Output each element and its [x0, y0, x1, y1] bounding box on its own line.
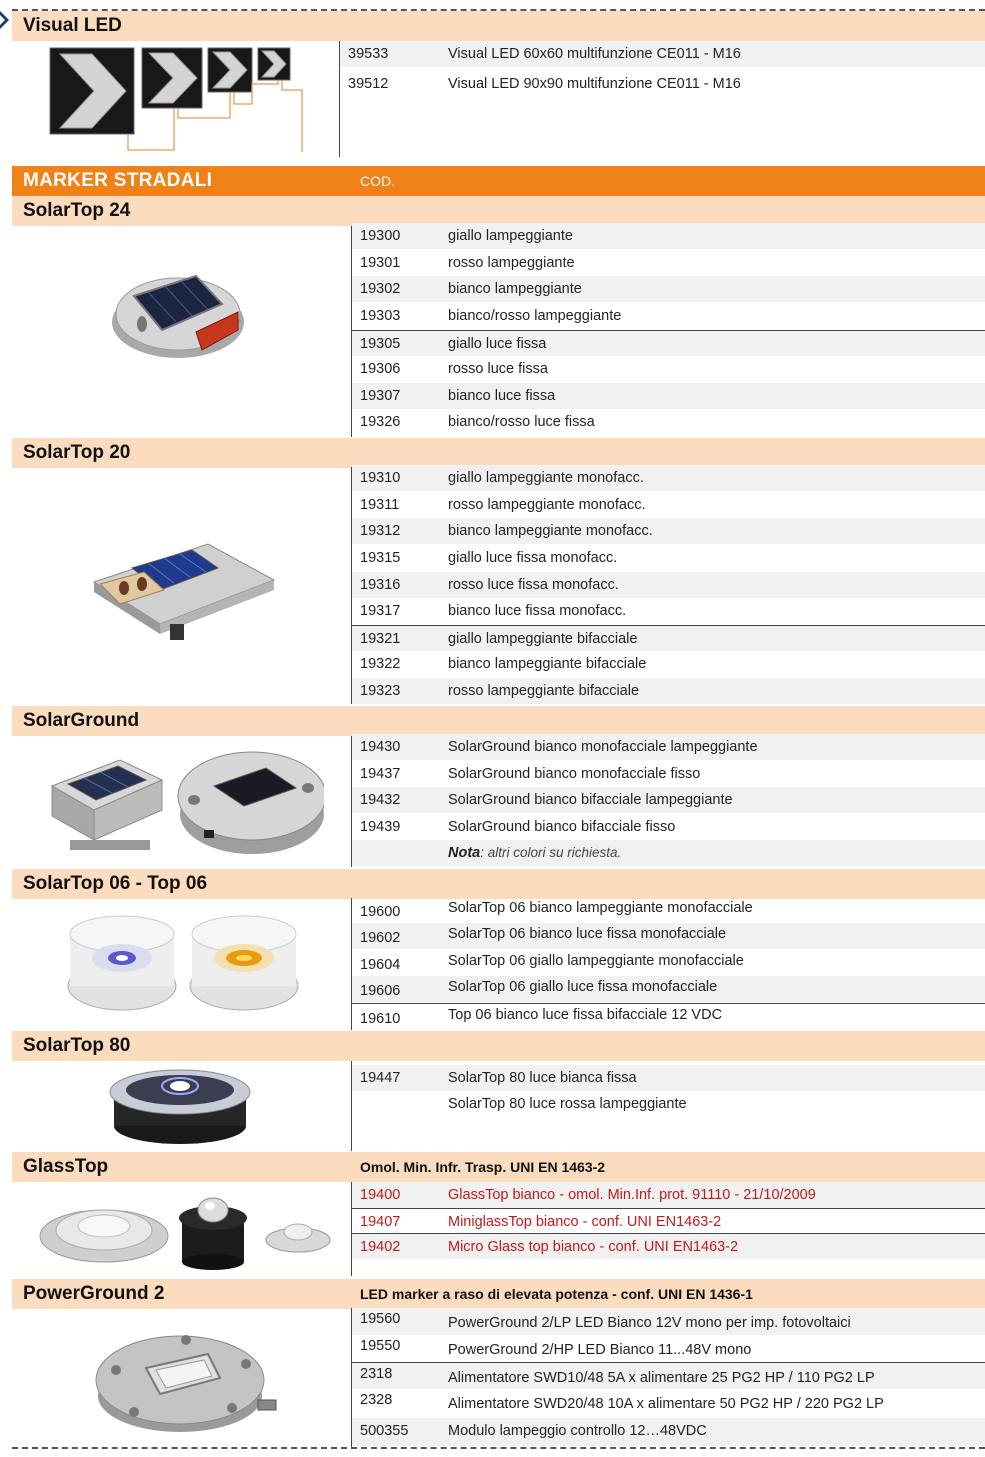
table-row	[352, 1308, 985, 1335]
row-code: 19302	[360, 281, 401, 297]
row-description: Visual LED 60x60 multifunzione CE011 - M16	[448, 46, 741, 62]
row-description: Alimentatore SWD10/48 5A x alimentare 25 PG2 HP / 110 PG2 LP	[448, 1370, 875, 1386]
row-code: 39533	[348, 46, 389, 62]
row-code: 19447	[360, 1070, 401, 1086]
table-row	[352, 976, 985, 1002]
section-title: SolarTop 06 - Top 06	[23, 873, 208, 894]
row-code: 19439	[360, 819, 401, 835]
table-row	[352, 814, 985, 840]
row-description: rosso lampeggiante	[448, 255, 575, 271]
solartop-80-product-image	[100, 1062, 260, 1146]
row-description: bianco/rosso lampeggiante	[448, 308, 622, 324]
row-description: GlassTop bianco - omol. Min.Inf. prot. 91110 - 21/10/2009	[448, 1187, 816, 1203]
row-description: rosso luce fissa monofacc.	[448, 577, 619, 593]
row-description: PowerGround 2/HP LED Bianco 11...48V mono	[448, 1342, 752, 1358]
row-description: SolarTop 06 giallo lampeggiante monofacciale	[448, 953, 744, 969]
row-code: 19437	[360, 766, 401, 782]
table-row	[352, 356, 985, 382]
table-row	[352, 897, 985, 923]
row-code: 19600	[360, 904, 401, 920]
row-description: bianco luce fissa	[448, 388, 556, 404]
row-description: bianco luce fissa monofacc.	[448, 603, 627, 619]
table-row	[352, 492, 985, 518]
row-description: rosso luce fissa	[448, 361, 548, 377]
table-row	[352, 923, 985, 949]
table-row	[340, 41, 985, 67]
table-row	[352, 545, 985, 571]
solartop-20-product-image	[88, 538, 278, 642]
row-code: 19311	[360, 497, 400, 513]
section-title: GlassTop	[23, 1156, 109, 1177]
section-header-glasstop	[12, 1152, 985, 1182]
row-code: 19312	[360, 523, 401, 539]
row-code: 19430	[360, 739, 401, 755]
section-title: MARKER STRADALI	[23, 170, 213, 191]
corner-arrow-icon	[0, 11, 9, 29]
row-code: 19316	[360, 577, 401, 593]
section-title: PowerGround 2	[23, 1283, 165, 1304]
row-code: 19400	[360, 1187, 401, 1203]
row-description: bianco lampeggiante	[448, 281, 582, 297]
row-code: 39512	[348, 76, 389, 92]
section-subtitle: LED marker a raso di elevata potenza - conf. UNI EN 1436-1	[360, 1286, 753, 1302]
row-description: SolarTop 06 giallo luce fissa monofacciale	[448, 979, 718, 995]
row-description: Micro Glass top bianco - conf. UNI EN1463-2	[448, 1239, 739, 1255]
row-code: 19315	[360, 550, 401, 566]
table-row	[352, 761, 985, 787]
row-code: 19402	[360, 1239, 401, 1255]
code-column-header: COD.	[360, 173, 395, 189]
row-code: 19303	[360, 308, 401, 324]
note-row	[352, 840, 985, 866]
row-code: 2328	[360, 1392, 393, 1408]
row-code: 19306	[360, 361, 401, 377]
table-row	[352, 572, 985, 598]
row-description: rosso lampeggiante monofacc.	[448, 497, 646, 513]
row-code: 19407	[360, 1214, 401, 1230]
section-subtitle: Omol. Min. Infr. Trasp. UNI EN 1463-2	[360, 1159, 606, 1175]
row-code: 19560	[360, 1311, 401, 1327]
row-code: 19323	[360, 683, 401, 699]
row-description: SolarTop 06 bianco lampeggiante monofacciale	[448, 900, 753, 916]
row-code: 19321	[360, 631, 401, 647]
table-row	[352, 1065, 985, 1091]
row-code: 19305	[360, 336, 401, 352]
row-code: 500355	[360, 1423, 409, 1439]
row-description: giallo lampeggiante bifacciale	[448, 631, 638, 647]
section-header-powerground-2	[12, 1279, 985, 1309]
row-description: Top 06 bianco luce fissa bifacciale 12 VDC	[448, 1007, 723, 1023]
table-row	[352, 1208, 985, 1234]
section-header-solartop-80	[12, 1031, 985, 1061]
row-description: SolarGround bianco bifacciale lampeggiante	[448, 792, 733, 808]
section-header-marker-stradali	[12, 166, 985, 196]
row-code: 19550	[360, 1338, 401, 1354]
row-code: 19300	[360, 228, 401, 244]
row-description: MiniglassTop bianco - conf. UNI EN1463-2	[448, 1214, 722, 1230]
section-title: SolarTop 20	[23, 442, 131, 463]
section-header-solartop-24	[12, 196, 985, 226]
row-description: giallo lampeggiante	[448, 228, 573, 244]
table-row	[340, 71, 985, 97]
table-row	[352, 1418, 985, 1446]
section-title: Visual LED	[23, 15, 122, 36]
row-description: giallo lampeggiante monofacc.	[448, 470, 644, 486]
table-row	[352, 598, 985, 624]
row-code: 19602	[360, 930, 401, 946]
row-code: 19432	[360, 792, 401, 808]
table-row	[352, 625, 985, 651]
row-description: SolarTop 06 bianco luce fissa monofacciale	[448, 926, 727, 942]
table-row	[352, 678, 985, 704]
row-code: 19604	[360, 957, 401, 973]
row-code: 19310	[360, 470, 401, 486]
row-description: Alimentatore SWD20/48 10A x alimentare 50 PG2 HP / 220 PG2 LP	[448, 1396, 884, 1412]
row-description: SolarGround bianco bifacciale fisso	[448, 819, 676, 835]
row-description: SolarGround bianco monofacciale lampeggiante	[448, 739, 758, 755]
note-label: Nota	[448, 845, 481, 861]
row-description: giallo luce fissa monofacc.	[448, 550, 618, 566]
table-row	[352, 734, 985, 760]
table-row	[352, 330, 985, 356]
table-row	[352, 303, 985, 329]
note	[448, 845, 621, 861]
section-header-solarground	[12, 706, 985, 736]
section-header-solartop-06	[12, 869, 985, 899]
table-row	[352, 1335, 985, 1362]
table-row	[352, 1091, 985, 1117]
note-text: : altri colori su richiesta.	[480, 845, 622, 860]
row-code: 19606	[360, 983, 401, 999]
row-description: SolarTop 80 luce rossa lampeggiante	[448, 1096, 687, 1112]
table-row	[352, 223, 985, 249]
table-row	[352, 1362, 985, 1389]
row-description: giallo luce fissa	[448, 336, 547, 352]
row-description: bianco lampeggiante monofacc.	[448, 523, 653, 539]
row-description: PowerGround 2/LP LED Bianco 12V mono per imp. fotovoltaici	[448, 1315, 851, 1331]
powerground-2-product-image	[90, 1316, 278, 1440]
section-header-solartop-20	[12, 438, 985, 468]
row-description: bianco/rosso luce fissa	[448, 414, 595, 430]
table-row	[352, 651, 985, 677]
glasstop-product-image	[36, 1188, 336, 1272]
row-code: 19326	[360, 414, 401, 430]
solartop-24-product-image	[104, 256, 252, 368]
solartop-06-product-image	[62, 912, 306, 1016]
row-code: 19317	[360, 603, 401, 619]
row-description: Visual LED 90x90 multifunzione CE011 - M16	[448, 76, 741, 92]
row-code: 19307	[360, 388, 401, 404]
section-title: SolarTop 24	[23, 200, 131, 221]
row-description: bianco lampeggiante bifacciale	[448, 656, 647, 672]
row-code: 19322	[360, 656, 401, 672]
table-row	[352, 276, 985, 302]
table-row	[352, 383, 985, 409]
section-header-visual-led	[12, 11, 985, 41]
visual-led-product-image	[46, 44, 306, 156]
table-row	[352, 250, 985, 276]
row-code: 19610	[360, 1011, 401, 1027]
row-code: 19301	[360, 255, 401, 271]
row-description: SolarTop 80 luce bianca fissa	[448, 1070, 637, 1086]
table-row	[352, 1233, 985, 1259]
table-row	[352, 1389, 985, 1416]
section-title: SolarGround	[23, 710, 140, 731]
row-description: Modulo lampeggio controllo 12…48VDC	[448, 1423, 707, 1439]
table-row	[352, 518, 985, 544]
section-title: SolarTop 80	[23, 1035, 131, 1056]
table-row	[352, 787, 985, 813]
table-row	[352, 465, 985, 491]
solarground-product-image	[44, 740, 324, 858]
bottom-dashed-border	[12, 1447, 985, 1449]
row-description: SolarGround bianco monofacciale fisso	[448, 766, 701, 782]
table-row	[352, 1182, 985, 1208]
table-row	[352, 409, 985, 435]
row-code: 2318	[360, 1366, 393, 1382]
row-description: rosso lampeggiante bifacciale	[448, 683, 640, 699]
table-row	[352, 1003, 985, 1029]
table-row	[352, 950, 985, 976]
